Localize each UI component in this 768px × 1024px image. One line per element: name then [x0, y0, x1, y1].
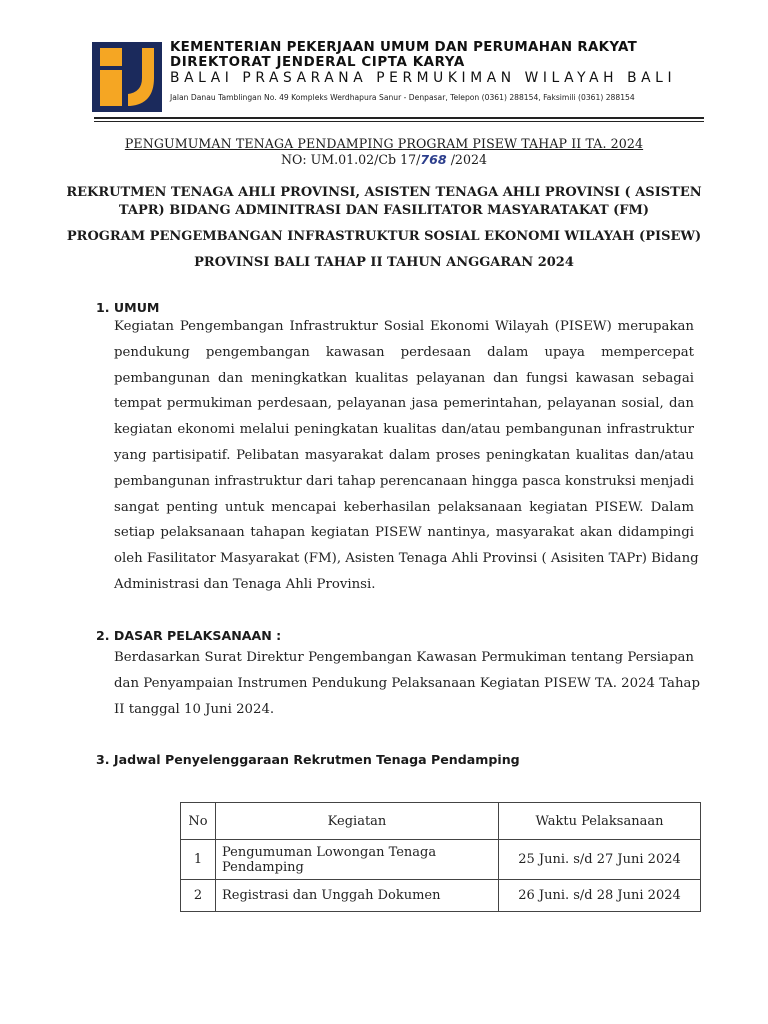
office-name: BALAI PRASARANA PERMUKIMAN WILAYAH BALI — [170, 70, 677, 86]
heading-line-1: REKRUTMEN TENAGA AHLI PROVINSI, ASISTEN TENAGA AHLI PROVINSI ( ASISTEN — [66, 185, 702, 200]
cell-kegiatan: Pengumuman Lowongan Tenaga Pendamping — [216, 840, 499, 880]
paragraph-line: pembangunan infrastruktur dari tahap perencanaan hingga pasca konstruksi menjadi — [114, 473, 694, 489]
cell-waktu: 25 Juni. s/d 27 Juni 2024 — [499, 840, 701, 880]
announcement-number — [0, 152, 768, 167]
recruitment-heading — [0, 184, 768, 220]
number-suffix: /2024 — [446, 152, 487, 167]
paragraph-line: Berdasarkan Surat Direktur Pengembangan Kawasan Permukiman tentang Persiapan — [114, 650, 694, 665]
paragraph-line: tempat permukiman perdesaan, pelayanan jasa pemerintahan, pelayanan sosial, dan — [114, 396, 694, 412]
column-header-no: No — [181, 803, 216, 840]
paragraph-line: Administrasi dan Tenaga Ahli Provinsi. — [114, 576, 376, 592]
paragraph-line: sangat penting untuk mencapai keberhasilan pelaksanaan kegiatan PISEW. Dalam — [114, 499, 694, 515]
announcement-title: PENGUMUMAN TENAGA PENDAMPING PROGRAM PISEW TAHAP II TA. 2024 — [124, 136, 644, 151]
directorate-name: DIREKTORAT JENDERAL CIPTA KARYA — [170, 55, 465, 70]
ministry-name: KEMENTERIAN PEKERJAAN UMUM DAN PERUMAHAN RAKYAT — [170, 40, 638, 55]
section-jadwal-heading: 3. Jadwal Penyelenggaraan Rekrutmen Tenaga Pendamping — [96, 752, 520, 767]
cell-waktu: 26 Juni. s/d 28 Juni 2024 — [499, 880, 701, 912]
paragraph-line: oleh Fasilitator Masyarakat (FM), Asisten Tenaga Ahli Provinsi ( Asisiten TAPr) Bidang — [114, 551, 699, 567]
paragraph-line: setiap pelaksanaan tahapan kegiatan PISEW nantinya, masyarakat akan didampingi — [114, 525, 694, 541]
office-address: Jalan Danau Tamblingan No. 49 Kompleks Werdhapura Sanur - Denpasar, Telepon (0361) 288154, Faksimili (0361) 288154 — [170, 93, 635, 102]
heading-line-2: TAPR) BIDANG ADMINITRASI DAN FASILITATOR MASYARATAKAT (FM) — [118, 203, 650, 218]
program-heading: PROGRAM PENGEMBANGAN INFRASTRUKTUR SOSIAL EKONOMI WILAYAH (PISEW) — [66, 229, 702, 244]
province-heading: PROVINSI BALI TAHAP II TAHUN ANGGARAN 2024 — [194, 255, 574, 270]
section-dasar-body — [114, 645, 700, 722]
cell-no: 1 — [181, 840, 216, 880]
letterhead-divider-thin — [94, 121, 704, 122]
schedule-table — [180, 802, 701, 912]
paragraph-line: yang partisipatif. Pelibatan masyarakat dalam proses peningkatan kualitas dan/atau — [114, 447, 694, 463]
cell-no: 2 — [181, 880, 216, 912]
table-row — [181, 840, 701, 880]
handwritten-number: 768 — [420, 152, 447, 167]
paragraph-line: pendukung pengembangan kawasan perdesaan dalam upaya mempercepat — [114, 344, 694, 360]
column-header-waktu: Waktu Pelaksanaan — [499, 803, 701, 840]
number-prefix: NO: UM.01.02/Cb 17/ — [281, 152, 421, 167]
letterhead-text — [170, 40, 710, 103]
paragraph-line: II tanggal 10 Juni 2024. — [114, 701, 275, 717]
paragraph-line: pembangunan dan meningkatkan kualitas pelayanan dan fungsi kawasan sebagai — [114, 370, 694, 386]
paragraph-line: kegiatan ekonomi melalui peningkatan kualitas dan/atau pembangunan infrastruktur — [114, 422, 694, 438]
pu-logo-icon — [92, 42, 162, 112]
paragraph-line: dan Penyampaian Instrumen Pendukung Pelaksanaan Kegiatan PISEW TA. 2024 Tahap — [114, 675, 700, 691]
letterhead — [92, 40, 702, 112]
table-header-row — [181, 803, 701, 840]
table-row — [181, 880, 701, 912]
paragraph-line: Kegiatan Pengembangan Infrastruktur Sosial Ekonomi Wilayah (PISEW) merupakan — [114, 319, 694, 334]
section-umum-heading: 1. UMUM — [96, 300, 160, 315]
section-dasar-heading: 2. DASAR PELAKSANAAN : — [96, 628, 282, 643]
column-header-kegiatan: Kegiatan — [216, 803, 499, 840]
letterhead-divider — [94, 117, 704, 119]
cell-kegiatan: Registrasi dan Unggah Dokumen — [216, 880, 499, 912]
section-umum-body — [114, 314, 699, 598]
